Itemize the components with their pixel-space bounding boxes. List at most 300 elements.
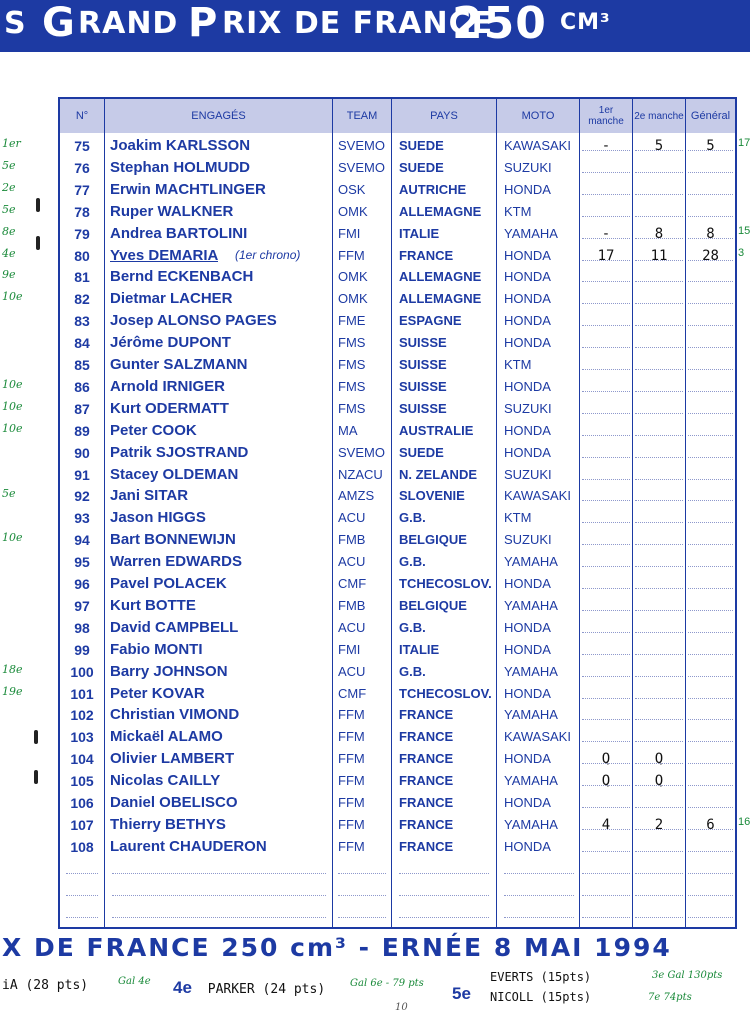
cell-pays: G.B. <box>399 554 426 570</box>
banner-rand: RAND <box>78 6 179 41</box>
cell-moto: YAMAHA <box>504 816 558 832</box>
banner-s: S <box>4 6 27 41</box>
cell-moto: YAMAHA <box>504 554 558 570</box>
cell-moto: SUZUKI <box>504 400 552 416</box>
cell-moto: YAMAHA <box>504 597 558 613</box>
cell-name: Arnold IRNIGER <box>110 377 225 395</box>
cell-moto: YAMAHA <box>504 707 558 723</box>
cell-moto: KTM <box>504 357 532 372</box>
cell-n: 101 <box>70 685 94 702</box>
cell-team: FFM <box>338 707 365 723</box>
cell-m2 <box>633 288 685 310</box>
cell-pays: SUEDE <box>399 444 444 460</box>
cell-moto: HONDA <box>504 247 551 263</box>
cell-team: OMK <box>338 269 368 285</box>
cell-n: 82 <box>74 291 90 308</box>
cell-m1: 17 <box>597 247 615 264</box>
cell-m1 <box>580 376 632 398</box>
cell-m2 <box>633 398 685 420</box>
cell-m2 <box>633 376 685 398</box>
table-row <box>60 792 735 814</box>
col-team: TEAM <box>346 109 378 122</box>
cell-moto: HONDA <box>504 335 551 351</box>
banner-p: P <box>188 0 219 46</box>
cell-m2: 2 <box>654 816 664 833</box>
cell-team: FMB <box>338 532 366 548</box>
left-margin-note: 10e <box>2 399 23 413</box>
cell-team: MA <box>338 422 358 438</box>
cell-m2 <box>633 617 685 639</box>
cell-m1 <box>580 507 632 529</box>
cell-name: Thierry BETHYS <box>110 815 226 833</box>
cell-g <box>686 726 735 748</box>
cell-n: 81 <box>74 269 90 286</box>
cell-m1 <box>580 551 632 573</box>
cell-m1: - <box>601 138 611 154</box>
cell-m2 <box>633 442 685 464</box>
cell-name: Patrik SJOSTRAND <box>110 443 249 461</box>
ink-mark <box>36 198 40 212</box>
table-row <box>60 266 735 288</box>
cell-name: Bart BONNEWIJN <box>110 531 236 549</box>
cell-pays: SUEDE <box>399 138 444 153</box>
cell-moto: HONDA <box>504 641 551 657</box>
cell-g <box>686 332 735 354</box>
podium-5-line1: EVERTS (15pts) <box>490 970 592 984</box>
cell-team: FMS <box>338 400 366 416</box>
podium-5 <box>452 984 471 1014</box>
cell-g: 8 <box>706 225 715 242</box>
cell-moto: HONDA <box>504 751 551 767</box>
table-row <box>60 573 735 595</box>
cell-moto: HONDA <box>504 444 551 460</box>
cell-team: ACU <box>338 619 366 635</box>
cell-m1 <box>580 485 632 507</box>
cell-g <box>686 507 735 529</box>
cell-m2 <box>633 792 685 814</box>
table-row <box>60 595 735 617</box>
cell-name: Daniel OBELISCO <box>110 794 238 811</box>
ink-mark <box>36 236 40 250</box>
cell-moto: HONDA <box>504 838 551 854</box>
ink-mark <box>34 770 38 784</box>
cell-team: ACU <box>338 663 366 679</box>
cell-name: Jérôme DUPONT <box>110 334 231 352</box>
left-margin-note: 5e <box>2 487 16 501</box>
cell-team: OMK <box>338 203 368 219</box>
podium-3-note: Gal 4e <box>118 976 151 987</box>
cell-m1 <box>580 661 632 683</box>
banner-g: G <box>42 0 76 46</box>
cell-moto: YAMAHA <box>504 773 558 789</box>
ink-mark <box>34 730 38 744</box>
cell-m2: Q <box>654 773 664 790</box>
cell-moto: YAMAHA <box>504 663 558 679</box>
cell-n: 99 <box>74 641 90 658</box>
cell-n: 102 <box>70 707 94 724</box>
cell-m2 <box>633 836 685 858</box>
table-row <box>60 420 735 442</box>
table-row <box>60 179 735 201</box>
cell-m1 <box>580 266 632 288</box>
cell-n: 77 <box>74 181 90 198</box>
cell-g <box>686 288 735 310</box>
podium-3-text: iA (28 pts) <box>2 978 89 993</box>
cell-m1 <box>580 398 632 420</box>
cell-pays: FRANCE <box>399 816 454 832</box>
cell-g <box>686 683 735 705</box>
cell-pays: SUISSE <box>399 378 447 394</box>
podium-3 <box>2 978 88 1008</box>
cell-n: 100 <box>70 663 94 680</box>
cell-g <box>686 573 735 595</box>
cell-m2: 8 <box>654 225 664 242</box>
cell-team: FFM <box>338 838 365 854</box>
cell-team: ACU <box>338 510 366 526</box>
table-row <box>60 704 735 726</box>
cell-moto: KAWASAKI <box>504 729 571 745</box>
cell-m2 <box>633 464 685 486</box>
cell-pays: ALLEMAGNE <box>399 269 482 285</box>
cell-team: FMS <box>338 378 366 394</box>
table-row <box>60 485 735 507</box>
cell-n: 106 <box>70 795 94 811</box>
cell-g <box>686 266 735 288</box>
left-margin-note: 4e <box>2 246 16 260</box>
cell-m1 <box>580 639 632 661</box>
cell-m1 <box>580 310 632 332</box>
cell-name: Warren EDWARDS <box>110 553 242 571</box>
cell-name: Pavel POLACEK <box>110 575 227 592</box>
col-general: Général <box>690 109 731 122</box>
cell-name: Gunter SALZMANN <box>110 356 248 373</box>
left-margin-note: 10e <box>2 290 23 304</box>
cell-team: FFM <box>338 247 365 263</box>
cell-name: Stephan HOLMUDD <box>110 158 250 176</box>
table-row <box>60 507 735 529</box>
cell-n: 96 <box>74 576 90 592</box>
cell-g <box>686 529 735 551</box>
cell-team: FFM <box>338 751 365 767</box>
cell-n: 98 <box>74 619 90 636</box>
cell-name: Olivier LAMBERT <box>110 750 235 768</box>
cell-pays: N. ZELANDE <box>399 466 477 482</box>
cell-m2 <box>633 179 685 201</box>
cell-moto: KAWASAKI <box>504 488 571 504</box>
cell-team: FMS <box>338 357 366 372</box>
cell-name: Bernd ECKENBACH <box>110 268 254 286</box>
cell-moto: SUZUKI <box>504 466 552 482</box>
cell-m2 <box>633 529 685 551</box>
left-margin-note: 10e <box>2 421 23 435</box>
cell-team: NZACU <box>338 466 383 482</box>
table-row <box>60 135 735 157</box>
cell-g <box>686 792 735 814</box>
cell-m1: Q <box>601 773 611 790</box>
cell-name: Dietmar LACHER <box>110 290 233 308</box>
cell-m1 <box>580 288 632 310</box>
cell-name: David CAMPBELL <box>110 618 239 636</box>
left-margin-note: 5e <box>2 202 16 216</box>
cell-name: Laurent CHAUDERON <box>110 837 267 855</box>
cell-name: Fabio MONTI <box>110 640 203 658</box>
cell-g <box>686 376 735 398</box>
cell-m1 <box>580 836 632 858</box>
cell-m1: 4 <box>601 816 611 833</box>
podium-5-note1: 3e Gal 130pts <box>652 970 723 981</box>
banner-cc: 250 <box>452 0 547 49</box>
cell-pays: FRANCE <box>399 795 454 810</box>
cell-pays: ALLEMAGNE <box>399 203 482 219</box>
cell-g <box>686 639 735 661</box>
podium-5-line2: NICOLL (15pts) <box>490 990 592 1004</box>
cell-g <box>686 617 735 639</box>
cell-pays: SUEDE <box>399 159 444 175</box>
cell-pays: ITALIE <box>399 641 440 657</box>
right-margin-note: 16 <box>738 815 750 828</box>
table-row <box>60 464 735 486</box>
cell-team: CMF <box>338 685 367 701</box>
cell-m1 <box>580 332 632 354</box>
cell-n: 85 <box>74 357 90 373</box>
cell-m1 <box>580 683 632 705</box>
footer-title: X DE FRANCE 250 cm³ - ERNÉE 8 MAI 1994 <box>2 933 672 962</box>
cell-m1 <box>580 442 632 464</box>
cell-team: AMZS <box>338 488 375 504</box>
cell-moto: HONDA <box>504 269 551 285</box>
cell-team: FMI <box>338 225 361 241</box>
table-row <box>60 639 735 661</box>
cell-n: 80 <box>74 247 90 264</box>
cell-n: 105 <box>70 773 94 790</box>
cell-g <box>686 770 735 792</box>
cell-pays: SUISSE <box>399 357 447 372</box>
table-row <box>60 814 735 836</box>
cell-n: 76 <box>74 159 90 176</box>
cell-m1 <box>580 573 632 595</box>
cell-moto: HONDA <box>504 378 551 394</box>
cell-m2 <box>633 332 685 354</box>
cell-pays: ESPAGNE <box>399 313 462 329</box>
cell-m2 <box>633 310 685 332</box>
cell-m2 <box>633 354 685 376</box>
cell-pays: FRANCE <box>399 838 454 854</box>
table-row <box>60 770 735 792</box>
cell-m1 <box>580 726 632 748</box>
table-row <box>60 683 735 705</box>
cell-name: Yves DEMARIA <box>110 246 219 264</box>
cell-m2 <box>633 266 685 288</box>
cell-m1 <box>580 792 632 814</box>
col-num: N° <box>75 109 89 122</box>
cell-team: FMI <box>338 641 361 657</box>
banner-title <box>0 0 750 49</box>
cell-g <box>686 179 735 201</box>
cell-pays: SUISSE <box>399 335 447 351</box>
col-manche2: 2e manche <box>634 110 684 122</box>
cell-team: FMB <box>338 597 366 613</box>
cell-n: 108 <box>70 838 94 855</box>
cell-m1 <box>580 179 632 201</box>
cell-name: Barry JOHNSON <box>110 662 228 680</box>
cell-name: Stacey OLDEMAN <box>110 465 239 483</box>
cell-m2 <box>633 551 685 573</box>
cell-team: CMF <box>338 576 367 591</box>
cell-moto: HONDA <box>504 181 551 197</box>
cell-m1 <box>580 595 632 617</box>
cell-moto: HONDA <box>504 422 551 438</box>
cell-pays: TCHECOSLOV. <box>399 685 492 701</box>
cell-g <box>686 704 735 726</box>
cell-team: FFM <box>338 773 365 789</box>
cell-g <box>686 485 735 507</box>
cell-name: Nicolas CAILLY <box>110 772 221 790</box>
cell-m1 <box>580 529 632 551</box>
cell-pays: BELGIQUE <box>399 597 467 613</box>
col-pays: PAYS <box>430 109 458 122</box>
cell-name: Ruper WALKNER <box>110 202 234 220</box>
cell-g <box>686 442 735 464</box>
cell-moto: SUZUKI <box>504 159 552 175</box>
cell-g <box>686 201 735 223</box>
cell-g <box>686 551 735 573</box>
cell-name: Jani SITAR <box>110 487 189 505</box>
table-row <box>60 529 735 551</box>
cell-team: SVEMO <box>338 159 385 175</box>
cell-n: 75 <box>74 138 90 154</box>
cell-g <box>686 420 735 442</box>
cell-n: 95 <box>74 554 90 571</box>
table-header <box>60 99 735 133</box>
cell-pays: FRANCE <box>399 751 454 767</box>
cell-name: Jason HIGGS <box>110 509 206 527</box>
cell-name: Christian VIMOND <box>110 706 240 724</box>
cell-m2 <box>633 420 685 442</box>
cell-moto: HONDA <box>504 576 551 591</box>
table-row <box>60 157 735 179</box>
cell-m2 <box>633 157 685 179</box>
right-margin-note: 15 <box>738 224 750 237</box>
table-row <box>60 617 735 639</box>
cell-m2 <box>633 595 685 617</box>
col-engages: ENGAGÉS <box>191 109 246 122</box>
cell-m2: 5 <box>654 138 664 154</box>
cell-n: 93 <box>74 510 90 527</box>
table-row <box>60 442 735 464</box>
left-margin-note: 10e <box>2 377 23 391</box>
cell-pays: SLOVENIE <box>399 488 465 504</box>
right-margin-note: 17 <box>738 137 750 149</box>
cell-name: Andrea BARTOLINI <box>110 224 248 242</box>
podium-5-pos: 5e <box>452 984 471 1003</box>
cell-pays: FRANCE <box>399 247 454 263</box>
left-margin-note: 9e <box>2 268 16 282</box>
left-margin-note: 19e <box>2 684 23 698</box>
podium-4 <box>173 978 325 1008</box>
cell-team: OMK <box>338 291 368 307</box>
cell-g <box>686 464 735 486</box>
table-row <box>60 245 735 267</box>
cell-moto: KTM <box>504 510 532 526</box>
cell-name: Kurt BOTTE <box>110 596 196 614</box>
cell-n: 87 <box>74 400 90 417</box>
cell-pays: G.B. <box>399 619 426 635</box>
table-row <box>60 288 735 310</box>
cell-pays: ITALIE <box>399 225 440 241</box>
cell-n: 107 <box>70 816 94 833</box>
left-margin-note: 1er <box>2 137 21 150</box>
cell-team: OSK <box>338 181 366 197</box>
cell-pays: AUTRICHE <box>399 181 467 197</box>
podium-4-note: Gal 6e - 79 pts <box>350 978 424 989</box>
cell-g <box>686 661 735 683</box>
cell-m2 <box>633 507 685 529</box>
cell-team: FMS <box>338 335 366 351</box>
cell-n: 83 <box>74 313 90 330</box>
cell-team: SVEMO <box>338 444 385 460</box>
left-margin-note: 18e <box>2 662 23 676</box>
right-margin-note: 3 <box>738 246 745 259</box>
cell-name: Joakim KARLSSON <box>110 137 251 154</box>
table-row <box>60 748 735 770</box>
cell-m1: - <box>601 225 611 242</box>
cell-pays: ALLEMAGNE <box>399 291 482 307</box>
left-margin-note: 2e <box>2 180 16 194</box>
cell-m1 <box>580 420 632 442</box>
table-row <box>60 661 735 683</box>
cell-pays: AUSTRALIE <box>399 422 474 438</box>
cell-pays: BELGIQUE <box>399 532 467 548</box>
cell-moto: HONDA <box>504 685 551 701</box>
cell-name: Josep ALONSO PAGES <box>110 312 277 330</box>
cell-m2: Q <box>654 751 664 768</box>
handwritten-note: (1er chrono) <box>235 247 301 262</box>
table-row <box>60 376 735 398</box>
cell-moto: KAWASAKI <box>504 138 571 153</box>
cell-moto: HONDA <box>504 619 551 635</box>
table-row <box>60 223 735 245</box>
cell-pays: FRANCE <box>399 707 454 723</box>
cell-moto: YAMAHA <box>504 225 558 241</box>
cell-name: Mickaël ALAMO <box>110 728 223 746</box>
table-row <box>60 310 735 332</box>
cell-pays: SUISSE <box>399 400 447 416</box>
cell-n: 90 <box>74 444 90 461</box>
left-margin-note: 5e <box>2 158 16 172</box>
cell-n: 97 <box>74 597 90 614</box>
cell-m1 <box>580 464 632 486</box>
cell-n: 91 <box>74 466 90 483</box>
cell-m2 <box>633 573 685 595</box>
cell-g <box>686 354 735 376</box>
cell-g <box>686 595 735 617</box>
cell-pays: FRANCE <box>399 773 454 789</box>
page-number: 10 <box>395 1002 408 1013</box>
podium-4-pos: 4e <box>173 978 192 997</box>
cell-name: Peter COOK <box>110 421 197 439</box>
cell-m1 <box>580 617 632 639</box>
cell-moto: HONDA <box>504 313 551 329</box>
banner-unit: CM³ <box>560 10 611 35</box>
banner-rix: RIX DE FRANCE <box>222 6 494 41</box>
cell-team: FFM <box>338 795 365 810</box>
cell-m2 <box>633 661 685 683</box>
cell-n: 103 <box>70 729 94 746</box>
cell-team: SVEMO <box>338 138 385 153</box>
cell-m1: Q <box>601 751 611 768</box>
cell-pays: TCHECOSLOV. <box>399 576 492 591</box>
table-row <box>60 726 735 748</box>
